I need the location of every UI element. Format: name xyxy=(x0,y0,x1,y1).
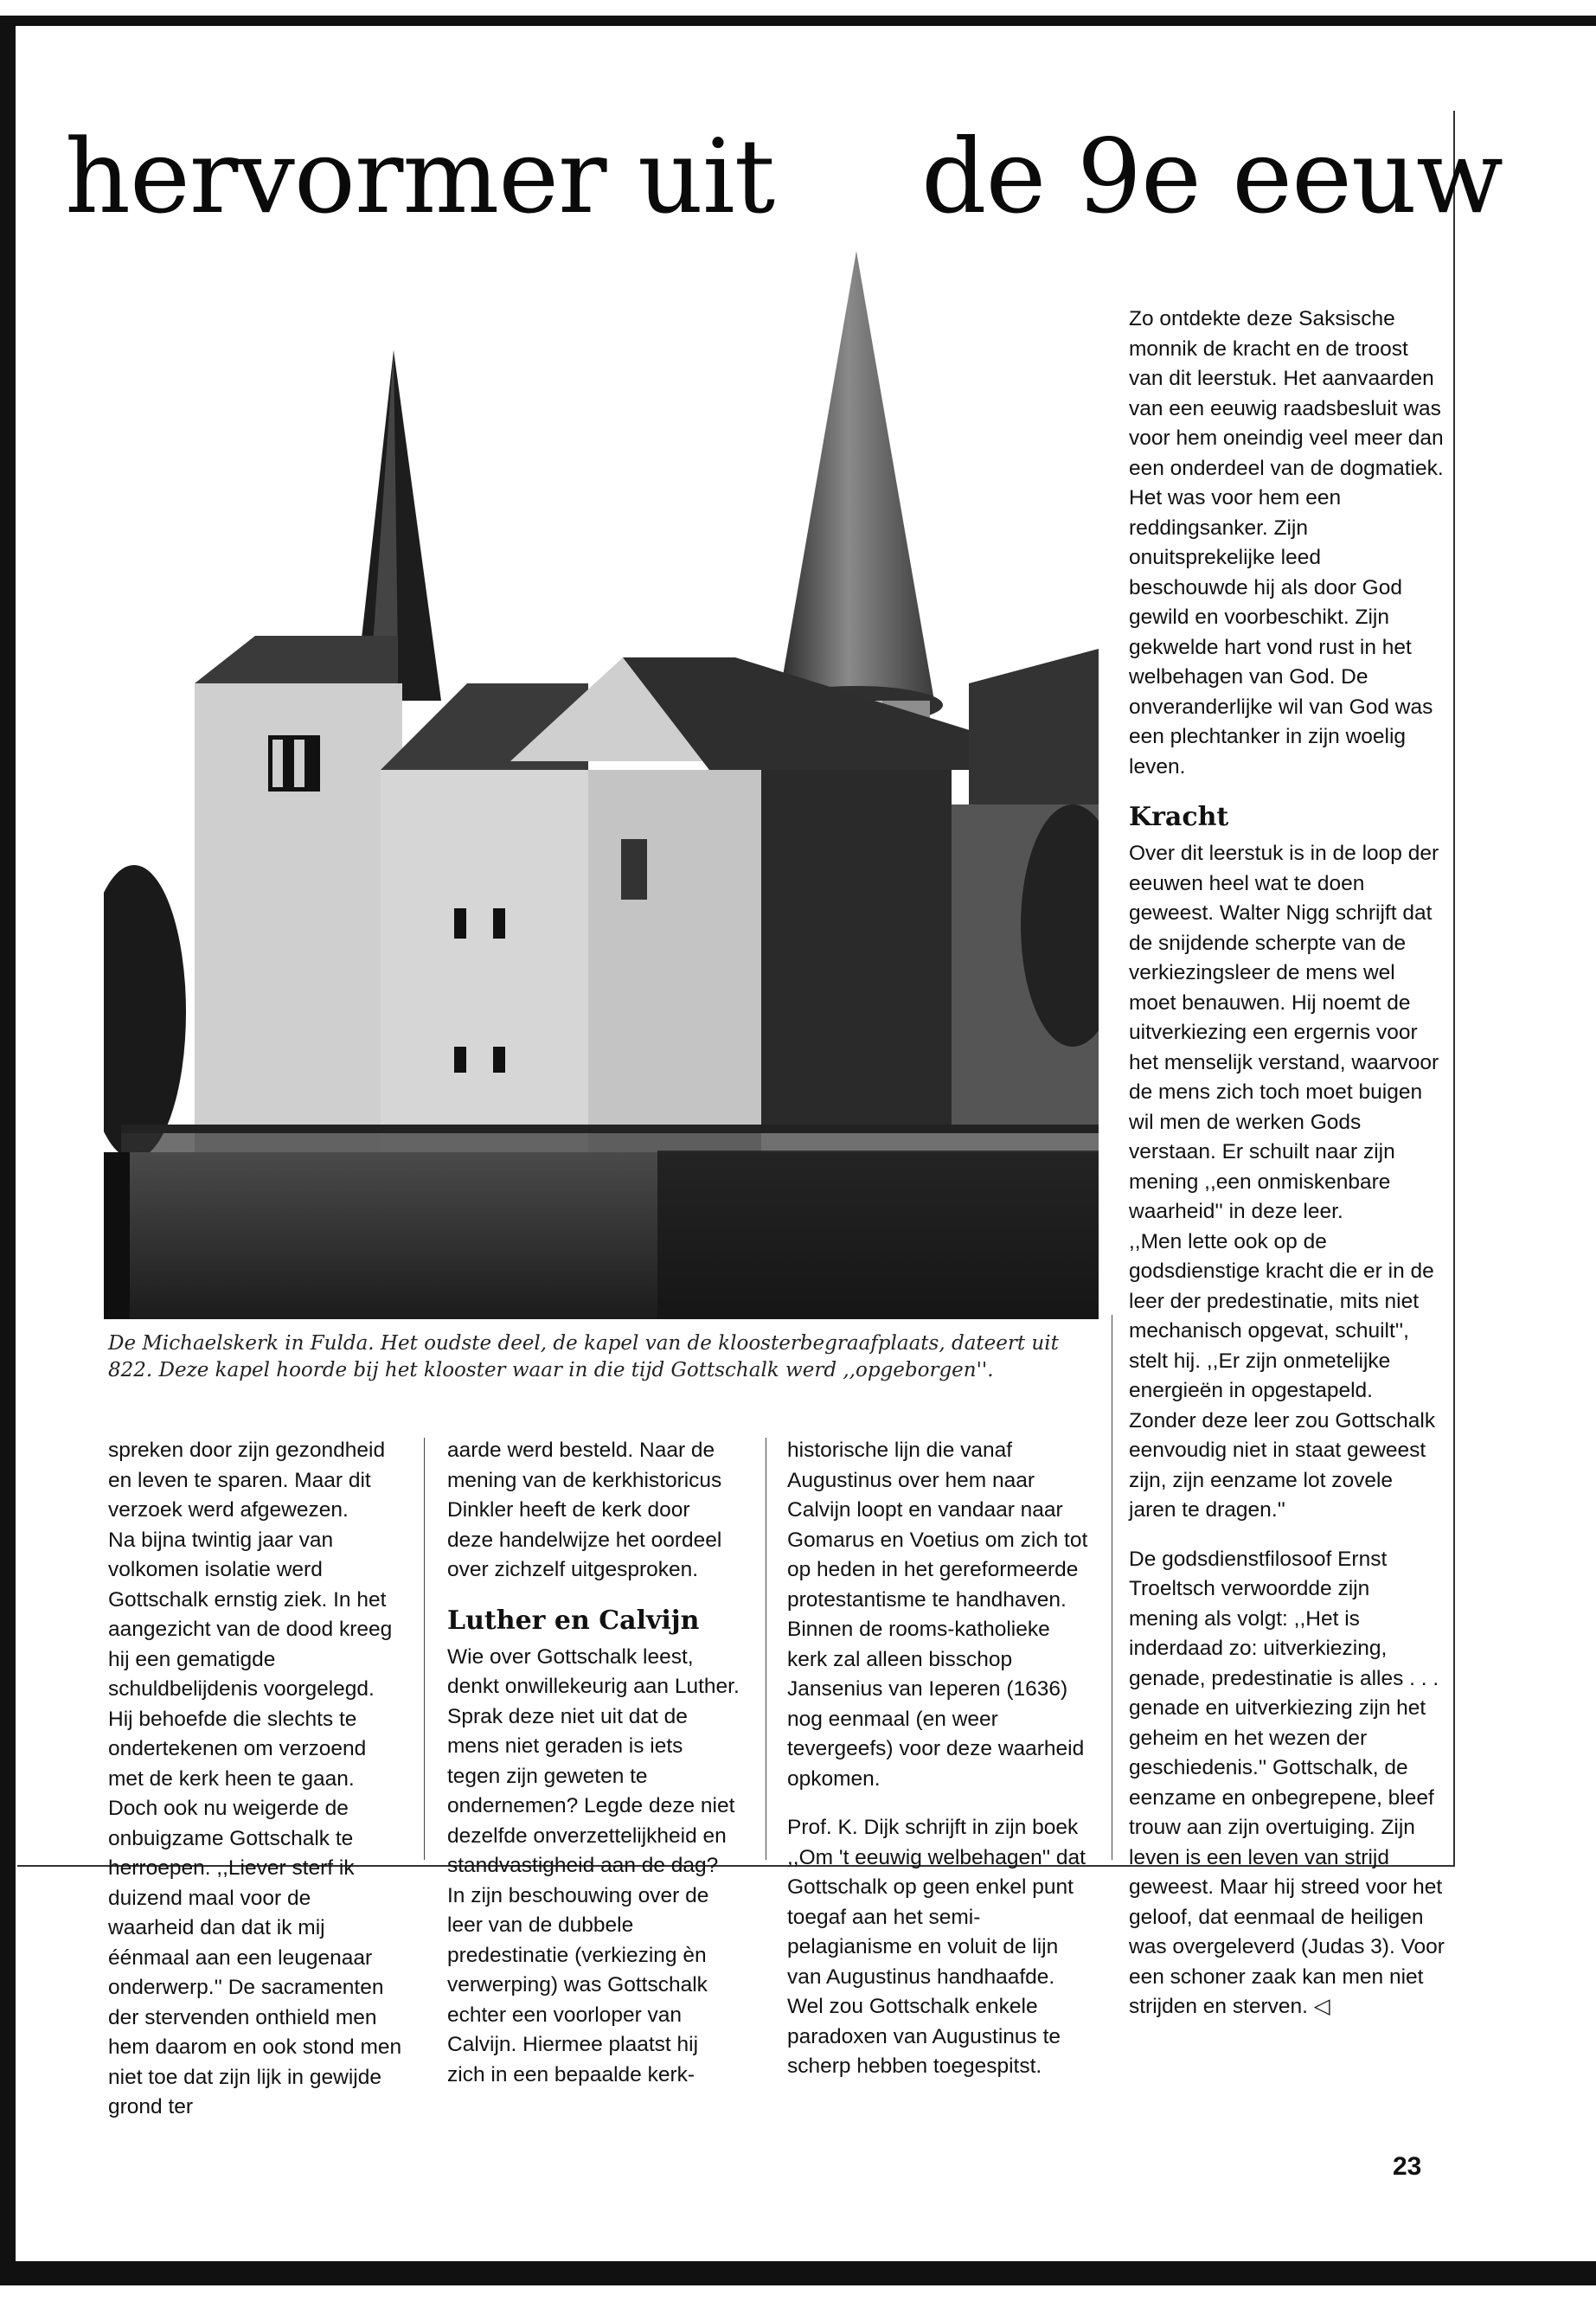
right-paragraph-3: ,,Men lette ook op de godsdienstige kracht die er in de leer der predestinatie, mits niet mechanisch opgevat, schuilt'', stelt hij. ,,Er zijn onmetelijke energieën in opgestapeld. Zonder deze leer zou Gottschalk eenvoudig niet in staat geweest zijn, zijn eenzame lot zovele jaren te dragen.'' xyxy=(1129,1229,1436,1522)
church-photo xyxy=(104,251,1099,1319)
col1-paragraph-1: spreken door zijn gezondheid en leven te sparen. Maar dit verzoek werd afgewezen. xyxy=(108,1439,386,1522)
photo-caption: De Michaelskerk in Fulda. Het oudste deel, de kapel van de kloosterbegraafplaats, dateert uit 822. Deze kapel hoorde bij het klooster waar in die tijd Gottschalk werd ,,opgeborgen''. xyxy=(108,1332,1059,1381)
bottom-column-3 xyxy=(787,1436,1090,2082)
section-heading-kracht: Kracht xyxy=(1129,802,1229,832)
column-rule-1 xyxy=(424,1438,425,1860)
right-column xyxy=(1129,304,1445,2022)
bottom-column-1 xyxy=(108,1436,402,2123)
col3-paragraph-1: historische lijn die vanaf Augustinus over hem naar Calvijn loopt en vandaar naar Gomarus en Voetius om zich tot op heden in het gereformeerde protestantisme te handhaven. Binnen de rooms-katholieke kerk zal alleen bisschop Jansenius van Ieperen (1636) nog eenmaal (en weer tevergeefs) voor deze waarheid opkomen. xyxy=(787,1439,1088,1791)
right-paragraph-2: Over dit leerstuk is in de loop der eeuwen heel wat te doen geweest. Walter Nigg schrijft dat de snijdende scherpte van de verkiezingsleer de mens wel moet benauwen. Hij noemt de uitverkiezing een ergernis voor het menselijk verstand, waarvoor de mens zich toch moet buigen wil men de werken Gods verstaan. Er schuilt naar zijn mening ,,een onmiskenbare waarheid'' in deze leer. xyxy=(1129,842,1439,1223)
col3-paragraph-2: Prof. K. Dijk schrijft in zijn boek ,,Om 't eeuwig welbehagen'' dat Gottschalk op geen enkel punt toegaf aan het semi-pelagianisme en voluit de lijn van Augustinus handhaafde. Wel zou Gottschalk enkele paradoxen van Augustinus te scherp hebben toegespitst. xyxy=(787,1816,1086,2078)
bottom-column-2 xyxy=(447,1436,741,2090)
top-black-bar xyxy=(0,16,1596,26)
headline-left: hervormer uit xyxy=(65,117,775,236)
page-number: 23 xyxy=(1393,2152,1422,2181)
left-black-bar xyxy=(0,26,16,2284)
headline-right: de 9e eeuw xyxy=(921,117,1503,236)
section-heading-luther: Luther en Calvijn xyxy=(447,1605,700,1636)
col1-paragraph-2: Na bijna twintig jaar van volkomen isolatie werd Gottschalk ernstig ziek. In het aangezicht van de dood kreeg hij een gematigde schuldbelijdenis voorgelegd. Hij behoefde die slechts te ondertekenen om verzoend met de kerk heen te gaan. Doch ook nu weigerde de onbuigzame Gottschalk te herroepen. ,,Liever sterf ik duizend maal voor de waarheid dan dat ik mij éénmaal aan een leugenaar onderwerp.'' De sacramenten der stervenden onthield men hem daarom en ook stond men niet toe dat zijn lijk in gewijde grond ter xyxy=(108,1528,402,2118)
right-paragraph-1: Zo ontdekte deze Saksische monnik de kracht en de troost van dit leerstuk. Het aanvaarden van een eeuwig raadsbesluit was voor hem oneindig veel meer dan een onderdeel van de dogmatiek. Het was voor hem een reddingsanker. Zijn onuitsprekelijke leed beschouwde hij als door God gewild en voorbeschikt. Zijn gekwelde hart vond rust in het welbehagen van God. De onveranderlijke wil van God was een plechtanker in zijn woelig leven. xyxy=(1129,307,1444,779)
bottom-black-bar xyxy=(0,2261,1596,2285)
col2-paragraph-1: aarde werd besteld. Naar de mening van de kerkhistoricus Dinkler heeft de kerk door deze handelwijze het oordeel over zichzelf uitgesproken. xyxy=(447,1439,722,1581)
col2-paragraph-2: Wie over Gottschalk leest, denkt onwillekeurig aan Luther. Sprak deze niet uit dat de mens niet geraden is iets tegen zijn geweten te ondernemen? Legde deze niet dezelfde onverzettelijkheid en standvastigheid aan de dag? In zijn beschouwing over de leer van de dubbele predestinatie (verkiezing èn verwerping) was Gottschalk echter een voorloper van Calvijn. Hiermee plaatst hij zich in een bepaalde kerk- xyxy=(447,1644,740,2086)
right-paragraph-4: De godsdienstfilosoof Ernst Troeltsch verwoordde zijn mening als volgt: ,,Het is inderdaad zo: uitverkiezing, genade, predestinatie is alles . . . genade en uitverkiezing zijn het geheim en het wezen der geschiedenis.'' Gottschalk, de eenzame en onbegrepene, bleef trouw aan zijn overtuiging. Zijn leven is een leven van strijd geweest. Maar hij streed voor het geloof, dat eenmaal de heiligen was overgeleverd (Judas 3). Voor een schoner zaak kan men niet strijden en sterven. ◁ xyxy=(1129,1547,1445,2018)
